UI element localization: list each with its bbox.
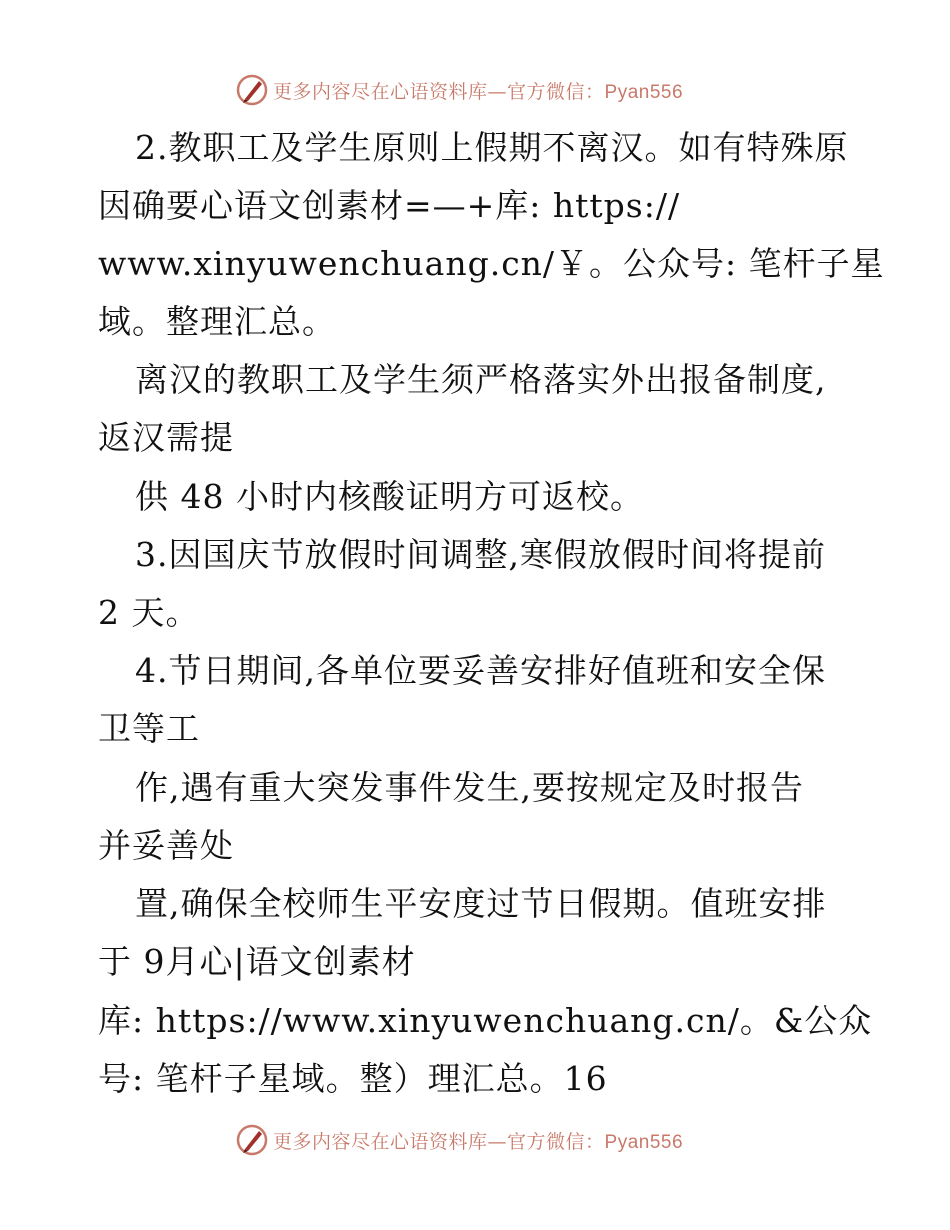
header-wechat-id: Pyan556	[604, 81, 684, 103]
paragraph-line: 域。整理汇总。	[98, 302, 336, 341]
footer-banner-label: 更多内容尽在心语资料库—官方微信：	[273, 1130, 605, 1153]
paragraph-line: 2 天。	[98, 593, 200, 632]
header-banner-label: 更多内容尽在心语资料库—官方微信：	[273, 80, 605, 103]
page-footer-banner	[235, 1122, 715, 1158]
paragraph-line: 并妥善处	[98, 826, 234, 865]
paragraph-line: 2.教职工及学生原则上假期不离汉。如有特殊原	[135, 128, 849, 167]
paragraph-line: 4.节日期间,各单位要妥善安排好值班和安全保	[135, 651, 826, 690]
paragraph-line: 3.因国庆节放假时间调整,寒假放假时间将提前	[135, 535, 826, 574]
footer-wechat-id: Pyan556	[604, 1131, 684, 1153]
paragraph-line: 置,确保全校师生平安度过节日假期。值班安排	[135, 884, 827, 923]
paragraph-line: 库: https://www.xinyuwenchuang.cn/。&公众	[98, 1001, 873, 1040]
paragraph-line: 供 48 小时内核酸证明方可返校。	[135, 477, 644, 516]
quill-pen-logo-icon	[235, 1123, 269, 1157]
footer-banner-text	[273, 1127, 683, 1154]
paragraph-line: 卫等工	[98, 709, 200, 748]
paragraph-line: 离汉的教职工及学生须严格落实外出报备制度,	[135, 360, 827, 399]
paragraph-line: 号: 笔杆子星域。整）理汇总。16	[98, 1059, 608, 1098]
paragraph-line: 返汉需提	[98, 418, 234, 457]
paragraph-line: 因确要心语文创素材=—+库: https://	[98, 186, 681, 225]
paragraph-line: www.xinyuwenchuang.cn/￥。公众号: 笔杆子星	[98, 244, 885, 283]
paragraph-line: 作,遇有重大突发事件发生,要按规定及时报告	[135, 768, 804, 807]
paragraph-line: 于 9月心|语文创素材	[98, 942, 416, 981]
